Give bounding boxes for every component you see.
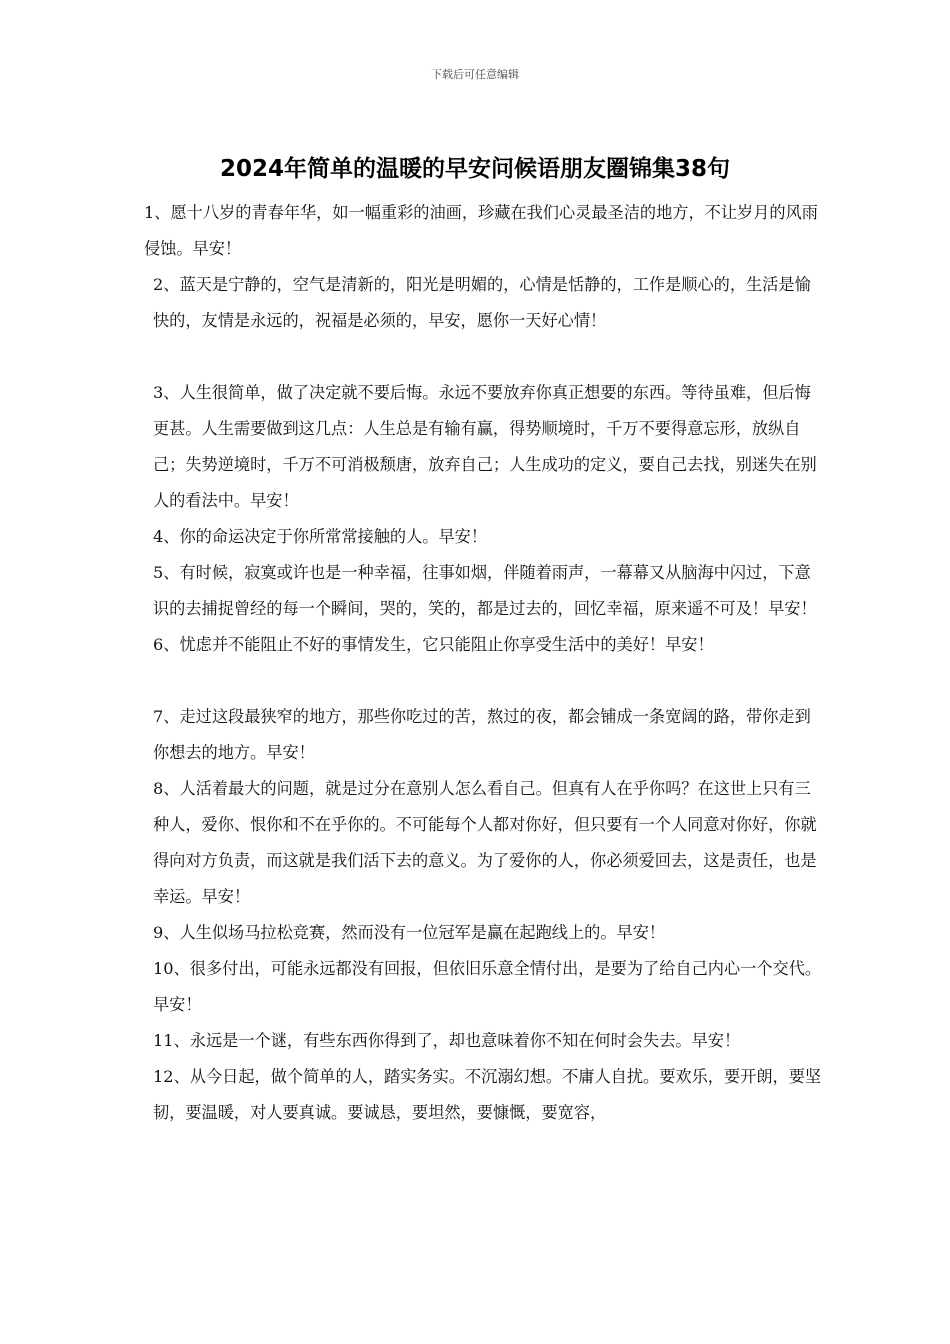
paragraph-10: 10、很多付出，可能永远都没有回报，但依旧乐意全情付出，是要为了给自己内心一个交代。早安！ — [153, 959, 822, 1014]
paragraph-6: 6、忧虑并不能阻止不好的事情发生，它只能阻止你享受生活中的美好！早安！ — [153, 635, 714, 654]
paragraph-gap — [144, 339, 824, 375]
document-body — [144, 195, 824, 1131]
header-note: 下载后可任意编辑 — [431, 68, 519, 81]
paragraph-4: 4、你的命运决定于你所常常接触的人。早安！ — [153, 527, 488, 546]
document-title: 2024年简单的温暖的早安问候语朋友圈锦集38句 — [219, 156, 731, 182]
paragraph-12: 12、从今日起，做个简单的人，踏实务实。不沉溺幻想。不庸人自扰。要欢乐，要开朗，要坚韧，要温暖，对人要真诚。要诚恳，要坦然，要慷慨，要宽容， — [153, 1067, 822, 1122]
paragraph-11: 11、永远是一个谜，有些东西你得到了，却也意味着你不知在何时会失去。早安！ — [153, 1031, 741, 1050]
paragraph-7: 7、走过这段最狭窄的地方，那些你吃过的苦，熬过的夜，都会铺成一条宽阔的路，带你走到你想去的地方。早安！ — [153, 707, 811, 762]
paragraph-9: 9、人生似场马拉松竞赛，然而没有一位冠军是赢在起跑线上的。早安！ — [153, 923, 666, 942]
paragraph-5: 5、有时候，寂寞或许也是一种幸福，往事如烟，伴随着雨声，一幕幕又从脑海中闪过，下意识的去捕捉曾经的每一个瞬间，哭的，笑的，都是过去的，回忆幸福，原来遥不可及！早安！ — [153, 563, 817, 618]
paragraph-8: 8、人活着最大的问题，就是过分在意别人怎么看自己。但真有人在乎你吗？在这世上只有三种人，爱你、恨你和不在乎你的。不可能每个人都对你好，但只要有一个人同意对你好，你就得向对方负责，而这就是我们活下去的意义。为了爱你的人，你必须爱回去，这是责任，也是幸运。早安！ — [153, 779, 817, 906]
paragraph-3: 3、人生很简单，做了决定就不要后悔。永远不要放弃你真正想要的东西。等待虽难，但后悔更甚。人生需要做到这几点：人生总是有输有赢，得势顺境时，千万不要得意忘形，放纵自己；失势逆境时，千万不可消极颓唐，放弃自己；人生成功的定义，要自己去找，别迷失在别人的看法中。早安！ — [153, 383, 817, 510]
paragraph-gap — [144, 663, 824, 699]
paragraph-2: 2、蓝天是宁静的，空气是清新的，阳光是明媚的，心情是恬静的，工作是顺心的，生活是愉快的，友情是永远的，祝福是必须的，早安，愿你一天好心情！ — [153, 275, 811, 330]
paragraph-1: 1、愿十八岁的青春年华，如一幅重彩的油画，珍藏在我们心灵最圣洁的地方，不让岁月的风雨侵蚀。早安！ — [144, 203, 818, 258]
